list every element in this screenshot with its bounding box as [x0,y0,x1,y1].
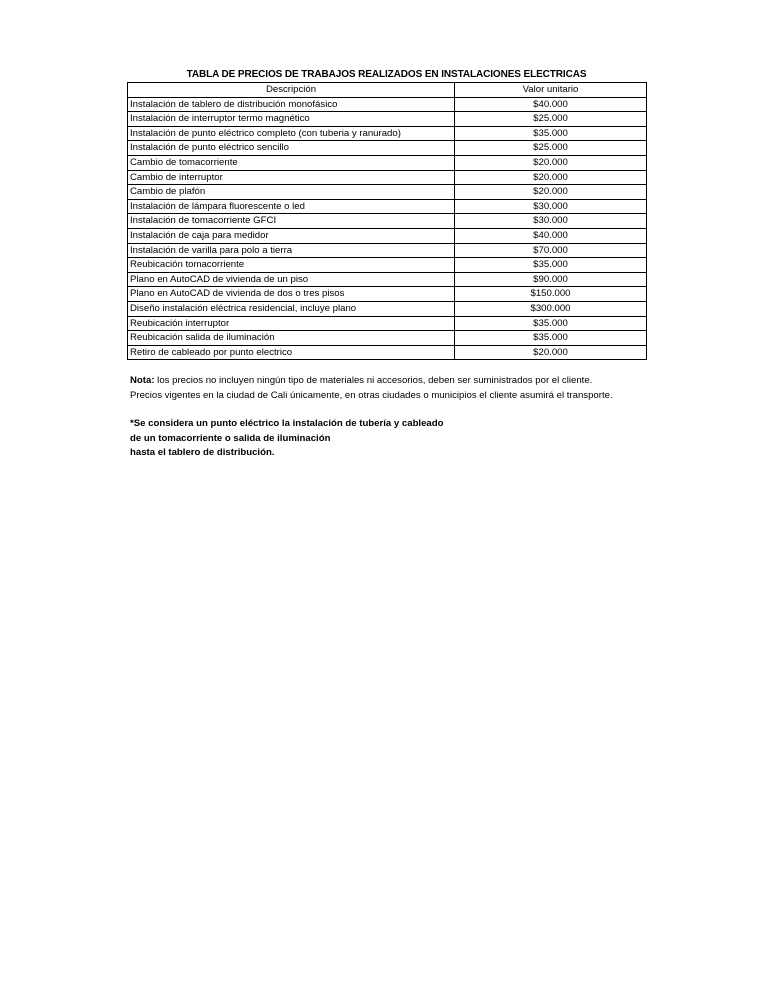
row-unit-value: $20.000 [455,170,647,185]
table-row [128,258,647,273]
table-row [128,141,647,156]
row-unit-value: $20.000 [455,155,647,170]
table-row [128,272,647,287]
note-text: los precios no incluyen ningún tipo de materiales ni accesorios, deben ser suministrados por el cliente. [154,375,593,386]
row-description: Reubicación salida de iluminación [128,331,455,346]
column-header-description: Descripción [128,83,455,98]
row-unit-value: $40.000 [455,228,647,243]
table-row [128,155,647,170]
row-unit-value: $70.000 [455,243,647,258]
table-row [128,112,647,127]
row-description: Diseño instalación eléctrica residencial, incluye plano [128,301,455,316]
row-description: Plano en AutoCAD de vivienda de un piso [128,272,455,287]
row-description: Instalación de tomacorriente GFCI [128,214,455,229]
row-description: Instalación de varilla para polo a tierra [128,243,455,258]
table-row [128,345,647,360]
table-row [128,185,647,200]
table-row [128,97,647,112]
row-unit-value: $30.000 [455,199,647,214]
row-unit-value: $35.000 [455,331,647,346]
footnote-block [130,417,690,461]
table-body [128,97,647,360]
row-description: Cambio de tomacorriente [128,155,455,170]
row-description: Instalación de caja para medidor [128,228,455,243]
row-description: Reubicación interruptor [128,316,455,331]
notes-block [130,374,690,403]
price-table [127,82,647,360]
row-description: Instalación de interruptor termo magnético [128,112,455,127]
column-header-unit-value: Valor unitario [455,83,647,98]
table-header-row [128,83,647,98]
row-unit-value: $35.000 [455,258,647,273]
footnote-line-3: hasta el tablero de distribución. [130,447,275,458]
note-line-1 [130,374,690,389]
row-unit-value: $35.000 [455,126,647,141]
table-row [128,170,647,185]
note-label: Nota: [130,375,155,386]
row-unit-value: $150.000 [455,287,647,302]
footnote-line-2: de un tomacorriente o salida de iluminación [130,432,331,444]
table-row [128,316,647,331]
row-unit-value: $35.000 [455,316,647,331]
row-description: Instalación de lámpara fluorescente o led [128,199,455,214]
table-row [128,243,647,258]
row-description: Instalación de tablero de distribución monofásico [128,97,455,112]
table-row [128,199,647,214]
row-unit-value: $300.000 [455,301,647,316]
table-row [128,214,647,229]
row-description: Reubicación tomacorriente [128,258,455,273]
table-row [128,301,647,316]
row-description: Retiro de cableado por punto electrico [128,345,455,360]
table-row [128,228,647,243]
table-title: TABLA DE PRECIOS DE TRABAJOS REALIZADOS EN INSTALACIONES ELECTRICAS [186,69,587,80]
footnote-line-1: *Se considera un punto eléctrico la instalación de tubería y cableado [130,418,444,429]
row-description: Plano en AutoCAD de vivienda de dos o tres pisos [128,287,455,302]
row-unit-value: $40.000 [455,97,647,112]
row-unit-value: $25.000 [455,112,647,127]
row-unit-value: $30.000 [455,214,647,229]
row-unit-value: $90.000 [455,272,647,287]
row-description: Instalación de punto eléctrico sencillo [128,141,455,156]
row-unit-value: $20.000 [455,345,647,360]
row-description: Instalación de punto eléctrico completo (con tuberia y ranurado) [128,126,455,141]
row-unit-value: $25.000 [455,141,647,156]
row-description: Cambio de plafón [128,185,455,200]
table-row [128,126,647,141]
table-row [128,331,647,346]
note-line-2: Precios vigentes en la ciudad de Cali únicamente, en otras ciudades o municipios el cliente asumirá el transporte. [130,389,613,401]
table-row [128,287,647,302]
row-unit-value: $20.000 [455,185,647,200]
row-description: Cambio de interruptor [128,170,455,185]
